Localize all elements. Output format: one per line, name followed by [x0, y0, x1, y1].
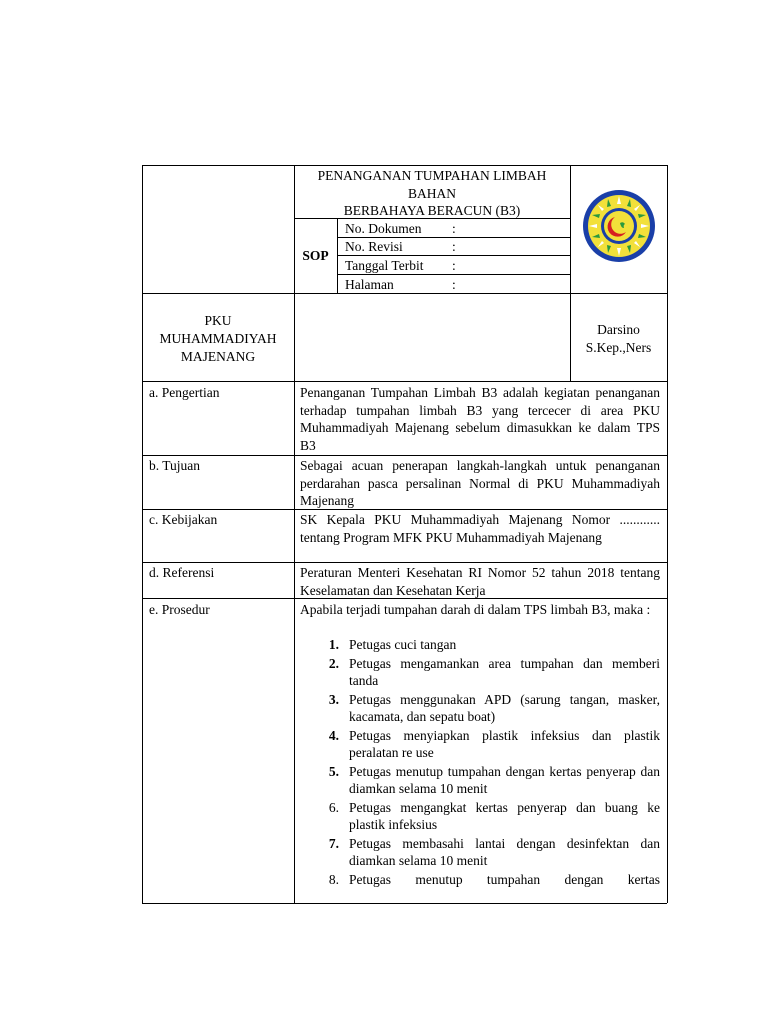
section-label-referensi: d. Referensi — [149, 565, 215, 580]
list-item — [300, 871, 660, 889]
list-item — [300, 799, 660, 834]
step-number: 3. — [328, 691, 339, 707]
list-item — [300, 763, 660, 798]
step-text: Petugas cuci tangan — [349, 637, 457, 652]
meta-label-no-revisi: No. Revisi — [345, 239, 403, 254]
step-text: Petugas mengamankan area tumpahan dan memberi tanda — [349, 655, 660, 688]
header-bottom-border — [142, 293, 667, 294]
step-number: 7. — [328, 835, 339, 851]
list-item — [300, 691, 660, 726]
step-text: Petugas menutup tumpahan dengan kertas — [349, 871, 660, 887]
org-name-line: MAJENANG — [180, 349, 256, 364]
step-text: Petugas menggunakan APD (sarung tangan, masker, kacamata, dan sepatu boat) — [349, 691, 660, 724]
column-divider — [294, 165, 295, 903]
step-number: 6. — [328, 799, 339, 815]
sop-label: SOP — [302, 248, 329, 263]
signer-name: Darsino — [597, 322, 640, 337]
step-text: Petugas menyiapkan plastik infeksius dan plastik peralatan re use — [349, 727, 660, 760]
meta-sep: : — [452, 239, 456, 254]
document-title — [294, 167, 570, 220]
step-text: Petugas menutup tumpahan dengan kertas penyerap dan diamkan selama 10 menit — [349, 763, 660, 796]
prosedur-intro: Apabila terjadi tumpahan darah di dalam TPS limbah B3, maka : — [300, 602, 651, 617]
table-border-bottom — [142, 903, 667, 904]
org-name — [142, 312, 294, 366]
org-bottom-border — [142, 381, 667, 382]
list-item — [300, 835, 660, 870]
document-title-line: PENANGANAN TUMPAHAN LIMBAH — [317, 168, 547, 183]
list-item — [300, 655, 660, 690]
org-name-line: MUHAMMADIYAH — [159, 331, 277, 346]
prosedur-steps — [300, 636, 660, 889]
section-text-kebijakan: SK Kepala PKU Muhammadiyah Majenang Nomor ............ tentang Program MFK PKU Muhammadiyah Majenang — [300, 512, 660, 545]
signer-title: S.Kep.,Ners — [585, 340, 652, 355]
meta-sep: : — [452, 221, 456, 236]
section-label-prosedur: e. Prosedur — [149, 602, 210, 617]
org-name-line: PKU — [204, 313, 232, 328]
table-border-right — [667, 165, 668, 903]
meta-label-halaman: Halaman — [345, 277, 394, 292]
step-number: 5. — [328, 763, 339, 779]
signer — [570, 321, 667, 357]
table-border-left — [142, 165, 143, 903]
list-item — [300, 727, 660, 762]
row-divider-a — [142, 455, 667, 456]
list-item — [300, 636, 660, 654]
meta-label-no-dokumen: No. Dokumen — [345, 221, 422, 236]
meta-sep: : — [452, 277, 456, 292]
section-label-pengertian: a. Pengertian — [149, 385, 220, 400]
section-text-pengertian: Penanganan Tumpahan Limbah B3 adalah kegiatan penanganan terhadap tumpahan limbah B3 yang tercecer di area PKU Muhammadiyah Majenang sebelum dimasukkan ke dalam TPS B3 — [300, 385, 660, 453]
meta-label-tanggal-terbit: Tanggal Terbit — [345, 258, 424, 273]
section-label-tujuan: b. Tujuan — [149, 458, 201, 473]
muhammadiyah-logo-icon — [582, 189, 656, 263]
step-number: 1. — [328, 637, 339, 652]
section-label-kebijakan: c. Kebijakan — [149, 512, 218, 527]
row-divider-c — [142, 562, 667, 563]
step-number: 8. — [328, 871, 339, 887]
sop-divider — [337, 218, 338, 293]
document-title-line: BERBAHAYA BERACUN (B3) — [343, 203, 521, 218]
section-text-tujuan: Sebagai acuan penerapan langkah-langkah untuk penanganan perdarahan pasca persalinan Normal di PKU Muhammadiyah Majenang — [300, 458, 660, 508]
step-text: Petugas mengangkat kertas penyerap dan buang ke plastik infeksius — [349, 799, 660, 832]
meta-sep: : — [452, 258, 456, 273]
step-number: 2. — [328, 655, 339, 671]
step-text: Petugas membasahi lantai dengan desinfektan dan diamkan selama 10 menit — [349, 835, 660, 868]
section-text-referensi: Peraturan Menteri Kesehatan RI Nomor 52 tahun 2018 tentang Keselamatan dan Kesehatan Kerja — [300, 565, 660, 598]
document-title-line: BAHAN — [407, 185, 456, 201]
table-border-top — [142, 165, 667, 166]
step-number: 4. — [328, 727, 339, 743]
